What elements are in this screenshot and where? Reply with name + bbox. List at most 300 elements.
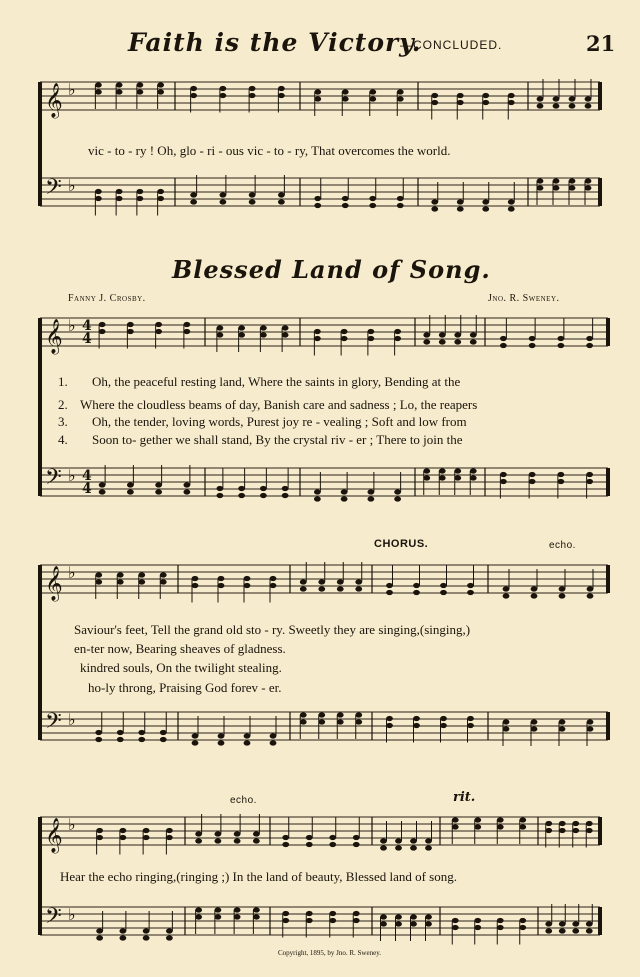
note-head (380, 838, 387, 843)
flat-sign: ♭ (68, 466, 76, 485)
note-head (244, 740, 251, 745)
staff (40, 318, 608, 346)
note-head (341, 496, 348, 501)
note-head (425, 921, 432, 926)
note-head (270, 583, 277, 588)
note-head (553, 103, 560, 108)
note-head (127, 489, 134, 494)
note-head (537, 178, 544, 183)
note-head (467, 716, 474, 721)
note-head (557, 343, 564, 348)
concluded-label: —CONCLUDED. (400, 38, 503, 52)
note-head (587, 719, 594, 724)
note-head (119, 835, 126, 840)
note-head (157, 196, 164, 201)
note-head (587, 726, 594, 731)
note-head (503, 726, 510, 731)
staff (40, 468, 608, 496)
note-head (482, 206, 489, 211)
note-head (216, 486, 223, 491)
note-head (249, 93, 256, 98)
note-head (431, 199, 438, 204)
note-head (380, 845, 387, 850)
staff (40, 178, 600, 206)
note-head (585, 178, 592, 183)
note-head (116, 82, 123, 87)
verse-number: 3. (58, 414, 68, 429)
note-head (586, 472, 593, 477)
note-head (278, 192, 285, 197)
verse-number: 1. (58, 374, 68, 389)
verse-line: Oh, the tender, loving words, Purest joy re - vealing ; Soft and low from (92, 414, 467, 429)
note-head (355, 579, 362, 584)
note-head (314, 203, 321, 208)
note-head (367, 336, 374, 341)
note-head (386, 590, 393, 595)
note-head (585, 103, 592, 108)
note-head (569, 178, 576, 183)
note-head (282, 918, 289, 923)
note-head (497, 824, 504, 829)
note-head (195, 907, 202, 912)
note-head (586, 343, 593, 348)
note-head (260, 493, 267, 498)
flat-sign: ♭ (68, 710, 76, 729)
note-head (219, 192, 226, 197)
flat-sign: ♭ (68, 815, 76, 834)
note-head (306, 842, 313, 847)
note-head (559, 828, 566, 833)
note-head (482, 100, 489, 105)
chorus-marking: CHORUS. (374, 538, 429, 550)
bass-clef: 𝄢 (45, 465, 62, 495)
note-head (329, 842, 336, 847)
note-head (282, 325, 289, 330)
note-head (282, 835, 289, 840)
echo-marking: echo. (230, 795, 257, 806)
note-head (369, 203, 376, 208)
note-head (452, 817, 459, 822)
note-head (155, 329, 162, 334)
note-head (314, 336, 321, 341)
note-head (244, 733, 251, 738)
note-head (586, 828, 593, 833)
note-head (318, 579, 325, 584)
note-head (572, 928, 579, 933)
note-head (452, 925, 459, 930)
note-head (278, 199, 285, 204)
time-signature: 4 (82, 468, 92, 484)
note-head (569, 96, 576, 101)
note-head (218, 576, 225, 581)
chorus-line: en-ter now, Bearing sheaves of gladness. (74, 641, 286, 656)
note-head (367, 496, 374, 501)
note-head (423, 475, 430, 480)
note-head (282, 842, 289, 847)
note-head (500, 343, 507, 348)
note-head (96, 935, 103, 940)
note-head (369, 96, 376, 101)
note-head (470, 339, 477, 344)
verse-line: Soon to- gether we shall stand, By the crystal riv - er ; There to join the (92, 432, 463, 447)
hymn-title: Blessed Land of Song. (172, 255, 491, 284)
note-head (183, 482, 190, 487)
note-head (425, 914, 432, 919)
note-head (183, 329, 190, 334)
note-head (278, 86, 285, 91)
note-head (531, 719, 538, 724)
note-head (531, 593, 538, 598)
composer-credit: Jno. R. Sweney. (488, 293, 560, 304)
note-head (329, 911, 336, 916)
note-head (423, 339, 430, 344)
note-head (195, 838, 202, 843)
note-head (519, 918, 526, 923)
note-head (234, 831, 241, 836)
note-head (337, 712, 344, 717)
note-head (500, 336, 507, 341)
note-head (218, 583, 225, 588)
note-head (467, 723, 474, 728)
note-head (138, 737, 145, 742)
note-head (452, 918, 459, 923)
note-head (143, 828, 150, 833)
note-head (497, 925, 504, 930)
flat-sign: ♭ (68, 176, 76, 195)
note-head (160, 572, 167, 577)
chorus-line: ho-ly throng, Praising God forev - er. (88, 680, 282, 695)
note-head (341, 489, 348, 494)
note-head (282, 332, 289, 337)
note-head (157, 82, 164, 87)
note-head (503, 586, 510, 591)
note-head (439, 468, 446, 473)
note-head (508, 100, 515, 105)
note-head (314, 196, 321, 201)
note-head (587, 593, 594, 598)
note-head (557, 472, 564, 477)
note-head (452, 824, 459, 829)
note-head (431, 100, 438, 105)
note-head (529, 343, 536, 348)
note-head (127, 482, 134, 487)
note-head (395, 845, 402, 850)
note-head (270, 733, 277, 738)
note-head (537, 103, 544, 108)
note-head (192, 740, 199, 745)
note-head (572, 921, 579, 926)
note-head (482, 199, 489, 204)
note-head (380, 914, 387, 919)
note-head (116, 189, 123, 194)
note-head (529, 336, 536, 341)
note-head (572, 821, 579, 826)
note-head (95, 89, 102, 94)
note-head (96, 928, 103, 933)
note-head (380, 921, 387, 926)
note-head (253, 914, 260, 919)
note-head (119, 828, 126, 833)
verse-number: 4. (58, 432, 68, 447)
note-head (559, 726, 566, 731)
note-head (553, 96, 560, 101)
note-head (300, 579, 307, 584)
note-head (136, 89, 143, 94)
note-head (545, 928, 552, 933)
note-head (116, 89, 123, 94)
note-head (586, 336, 593, 341)
note-head (306, 835, 313, 840)
note-head (119, 928, 126, 933)
note-head (282, 911, 289, 916)
note-head (234, 838, 241, 843)
note-head (454, 332, 461, 337)
note-head (559, 593, 566, 598)
note-head (439, 332, 446, 337)
note-head (166, 928, 173, 933)
note-head (500, 479, 507, 484)
note-head (95, 82, 102, 87)
note-head (143, 928, 150, 933)
note-head (190, 93, 197, 98)
note-head (410, 921, 417, 926)
note-head (503, 719, 510, 724)
note-head (155, 322, 162, 327)
note-head (238, 493, 245, 498)
note-head (166, 935, 173, 940)
note-head (95, 579, 102, 584)
note-head (585, 185, 592, 190)
note-head (569, 103, 576, 108)
note-head (314, 89, 321, 94)
note-head (545, 921, 552, 926)
note-head (249, 192, 256, 197)
note-head (425, 838, 432, 843)
note-head (166, 828, 173, 833)
note-head (497, 918, 504, 923)
note-head (96, 835, 103, 840)
note-head (545, 821, 552, 826)
note-head (559, 586, 566, 591)
note-head (355, 586, 362, 591)
note-head (314, 496, 321, 501)
note-head (238, 486, 245, 491)
flat-sign: ♭ (68, 80, 76, 99)
note-head (214, 838, 221, 843)
note-head (519, 817, 526, 822)
note-head (474, 824, 481, 829)
staff (40, 82, 600, 110)
treble-clef: 𝄞 (45, 818, 63, 853)
note-head (559, 719, 566, 724)
note-head (439, 475, 446, 480)
note-head (143, 935, 150, 940)
verse-number: 2. (58, 397, 68, 412)
note-head (219, 199, 226, 204)
note-head (195, 914, 202, 919)
note-head (394, 489, 401, 494)
note-head (537, 96, 544, 101)
note-head (557, 479, 564, 484)
note-head (117, 579, 124, 584)
note-head (234, 907, 241, 912)
note-head (545, 828, 552, 833)
note-head (353, 835, 360, 840)
note-head (117, 737, 124, 742)
note-head (454, 339, 461, 344)
note-head (529, 472, 536, 477)
note-head (557, 336, 564, 341)
treble-clef: 𝄞 (45, 566, 63, 601)
note-head (183, 489, 190, 494)
note-head (395, 838, 402, 843)
note-head (586, 479, 593, 484)
note-head (190, 86, 197, 91)
verse-line: Where the cloudless beams of day, Banish care and sadness ; Lo, the reapers (80, 397, 478, 412)
note-head (216, 493, 223, 498)
note-head (314, 489, 321, 494)
note-head (136, 196, 143, 201)
note-head (318, 719, 325, 724)
note-head (397, 203, 404, 208)
note-head (99, 322, 106, 327)
note-head (369, 196, 376, 201)
note-head (559, 921, 566, 926)
note-head (431, 206, 438, 211)
note-head (439, 339, 446, 344)
note-head (143, 835, 150, 840)
note-head (183, 322, 190, 327)
note-head (160, 730, 167, 735)
note-head (95, 189, 102, 194)
note-head (260, 486, 267, 491)
note-head (278, 93, 285, 98)
note-head (192, 583, 199, 588)
note-head (270, 576, 277, 581)
note-head (96, 828, 103, 833)
note-head (300, 586, 307, 591)
note-head (467, 583, 474, 588)
note-head (440, 723, 447, 728)
note-head (431, 93, 438, 98)
note-head (386, 723, 393, 728)
note-head (219, 93, 226, 98)
note-head (508, 93, 515, 98)
note-head (457, 206, 464, 211)
chorus-line: kindred souls, On the twilight stealing. (80, 660, 282, 675)
note-head (413, 590, 420, 595)
note-head (537, 185, 544, 190)
note-head (341, 329, 348, 334)
note-head (482, 93, 489, 98)
note-head (454, 475, 461, 480)
note-head (314, 329, 321, 334)
note-head (260, 325, 267, 330)
note-head (127, 322, 134, 327)
note-head (337, 586, 344, 591)
note-head (253, 907, 260, 912)
note-head (192, 576, 199, 581)
note-head (138, 572, 145, 577)
echo-marking: echo. (549, 540, 576, 551)
chorus-line: Saviour's feet, Tell the grand old sto - ry. Sweetly they are singing,(singing,) (74, 622, 471, 637)
note-head (119, 935, 126, 940)
note-head (474, 817, 481, 822)
note-head (394, 496, 401, 501)
note-head (559, 928, 566, 933)
rit-marking: rit. (453, 790, 476, 805)
lyricist-credit: Fanny J. Crosby. (68, 293, 146, 304)
note-head (192, 733, 199, 738)
note-head (249, 86, 256, 91)
note-head (369, 89, 376, 94)
note-head (238, 325, 245, 330)
note-head (318, 586, 325, 591)
note-head (394, 336, 401, 341)
note-head (353, 911, 360, 916)
note-head (95, 572, 102, 577)
note-head (410, 914, 417, 919)
note-head (306, 918, 313, 923)
note-head (234, 914, 241, 919)
bass-clef: 𝄢 (45, 904, 62, 934)
bass-clef: 𝄢 (45, 175, 62, 205)
note-head (314, 96, 321, 101)
note-head (117, 572, 124, 577)
note-head (306, 911, 313, 916)
note-head (355, 712, 362, 717)
note-head (423, 332, 430, 337)
note-head (238, 332, 245, 337)
note-head (260, 332, 267, 337)
treble-clef: 𝄞 (45, 83, 63, 118)
note-head (410, 845, 417, 850)
page-title: Faith is the Victory. (128, 28, 422, 57)
note-head (190, 199, 197, 204)
note-head (508, 206, 515, 211)
note-head (155, 489, 162, 494)
note-head (329, 835, 336, 840)
note-head (410, 838, 417, 843)
note-head (413, 583, 420, 588)
note-head (136, 189, 143, 194)
note-head (218, 740, 225, 745)
note-head (569, 185, 576, 190)
time-signature: 4 (82, 318, 92, 334)
note-head (470, 475, 477, 480)
note-head (157, 189, 164, 194)
note-head (470, 332, 477, 337)
note-head (329, 918, 336, 923)
note-head (300, 712, 307, 717)
note-head (138, 579, 145, 584)
note-head (467, 590, 474, 595)
note-head (195, 831, 202, 836)
note-head (216, 332, 223, 337)
note-head (244, 583, 251, 588)
note-head (127, 329, 134, 334)
note-head (586, 928, 593, 933)
note-head (531, 586, 538, 591)
note-head (586, 821, 593, 826)
note-head (214, 907, 221, 912)
note-head (503, 593, 510, 598)
note-head (367, 329, 374, 334)
note-head (218, 733, 225, 738)
note-head (587, 586, 594, 591)
note-head (395, 921, 402, 926)
note-head (531, 726, 538, 731)
